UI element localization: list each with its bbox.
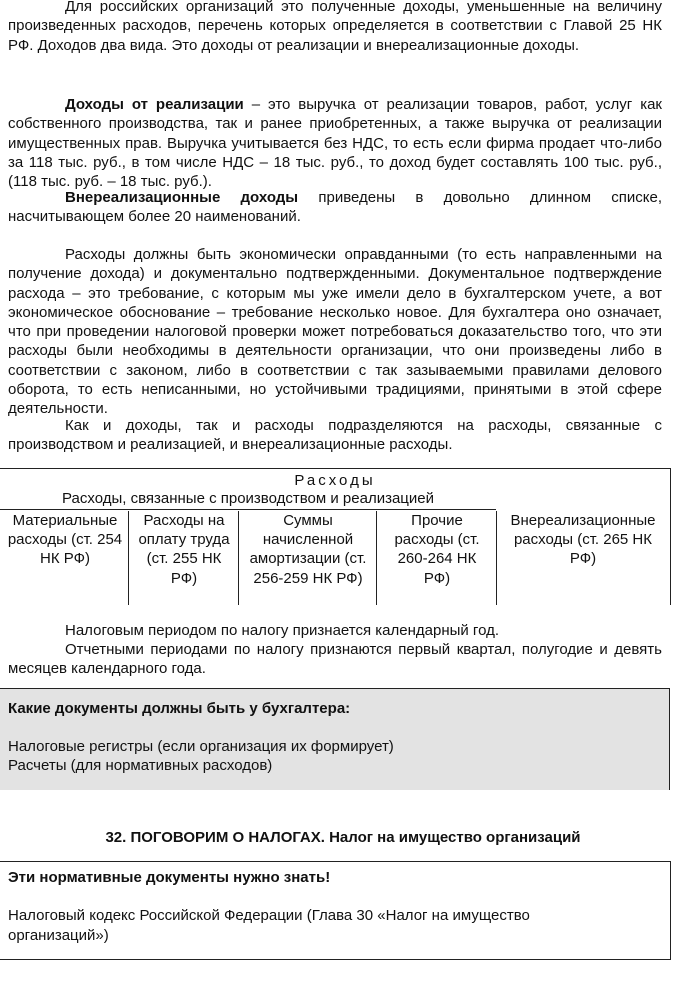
subtitle-divider (0, 509, 496, 510)
expenses-table-title: Расходы (294, 472, 376, 489)
document-item-calculations: Расчеты (для нормативных расходов) (8, 757, 273, 774)
term-sales-income: Доходы от реализации (65, 96, 244, 113)
column-divider (496, 511, 497, 605)
column-other-expenses: Прочие расходы (ст. 260-264 НК РФ) (394, 512, 480, 587)
required-documents-heading: Какие документы должны быть у бухгалтера: (8, 700, 351, 717)
sales-income-text: – это выручка от реализации товаров, работ, услуг как собственного производства, так и ранее приобретенных, а также выручка от реализации имущественных прав. Выручка учитывается без НДС, то есть если фирма продает что-либо за 118 тыс. руб., в том числе НДС – 18 тыс. руб., то доход будет составлять 100 тыс. руб., (118 тыс. руб. – 18 тыс. руб.). (8, 96, 662, 191)
paragraph-expense-requirements: Расходы должны быть экономически оправданными (то есть направленными на получение дохода) и документально подтвержденными. Документальное подтверждение расхода – это требование, с которым мы уже имели дело в бухгалтерском учете, а вот экономическое обоснование – требование несколько новое. Для бухгалтера оно означает, что при проведении налоговой проверки может потребоваться доказательство того, что эти расходы были необходимы в деятельности организации, что они произведены либо в соответствии с законом, либо в соответствии с так зазываемыми правилами делового оборота, то есть неписанными, но устойчивыми традициями, принятыми в этой сфере деятельности. (8, 246, 662, 418)
normative-documents-box (0, 861, 671, 960)
column-divider (376, 511, 377, 605)
paragraph-nonoperating-income (8, 188, 662, 227)
expenses-table (0, 468, 671, 605)
column-depreciation: Суммы начисленной амортизации (ст. 256-259 НК РФ) (249, 512, 367, 587)
normative-documents-heading: Эти нормативные документы нужно знать! (8, 869, 331, 886)
section-title: 32. ПОГОВОРИМ О НАЛОГАХ. Налог на имущество организаций (105, 829, 581, 846)
nonoperating-income-text: приведены в довольно длинном списке, насчитывающем более 20 наименований. (8, 189, 662, 226)
column-labor-expenses: Расходы на оплату труда (ст. 255 НК РФ) (138, 512, 230, 587)
expenses-table-subtitle: Расходы, связанные с производством и реализацией (62, 490, 434, 507)
column-divider (128, 511, 129, 605)
paragraph-sales-income (8, 95, 662, 191)
column-nonoperating-expenses: Внереализационные расходы (ст. 265 НК РФ) (510, 512, 656, 568)
term-nonoperating-income: Внереализационные доходы (65, 189, 299, 206)
column-material-expenses: Материальные расходы (ст. 254 НК РФ) (7, 512, 123, 568)
required-documents-box (0, 688, 670, 790)
normative-document-item: Налоговый кодекс Российской Федерации (Глава 30 «Налог на имущество организаций») (8, 907, 530, 944)
paragraph-tax-period: Налоговым периодом по налогу признается календарный год. (65, 622, 500, 639)
paragraph-expense-classification: Как и доходы, так и расходы подразделяются на расходы, связанные с производством и реализацией, и внереализационные расходы. (8, 417, 662, 454)
paragraph-reporting-periods: Отчетными периодами по налогу признаются первый квартал, полугодие и девять месяцев календарного года. (8, 641, 662, 678)
document-item-tax-registers: Налоговые регистры (если организация их формирует) (8, 738, 394, 755)
column-divider (238, 511, 239, 605)
paragraph-profit-definition: Для российских организаций это полученные доходы, уменьшенные на величину произведенных расходов, перечень которых определяется в соответствии с Главой 25 НК РФ. Доходов два вида. Это доходы от реализации и внереализационные доходы. (8, 0, 662, 54)
